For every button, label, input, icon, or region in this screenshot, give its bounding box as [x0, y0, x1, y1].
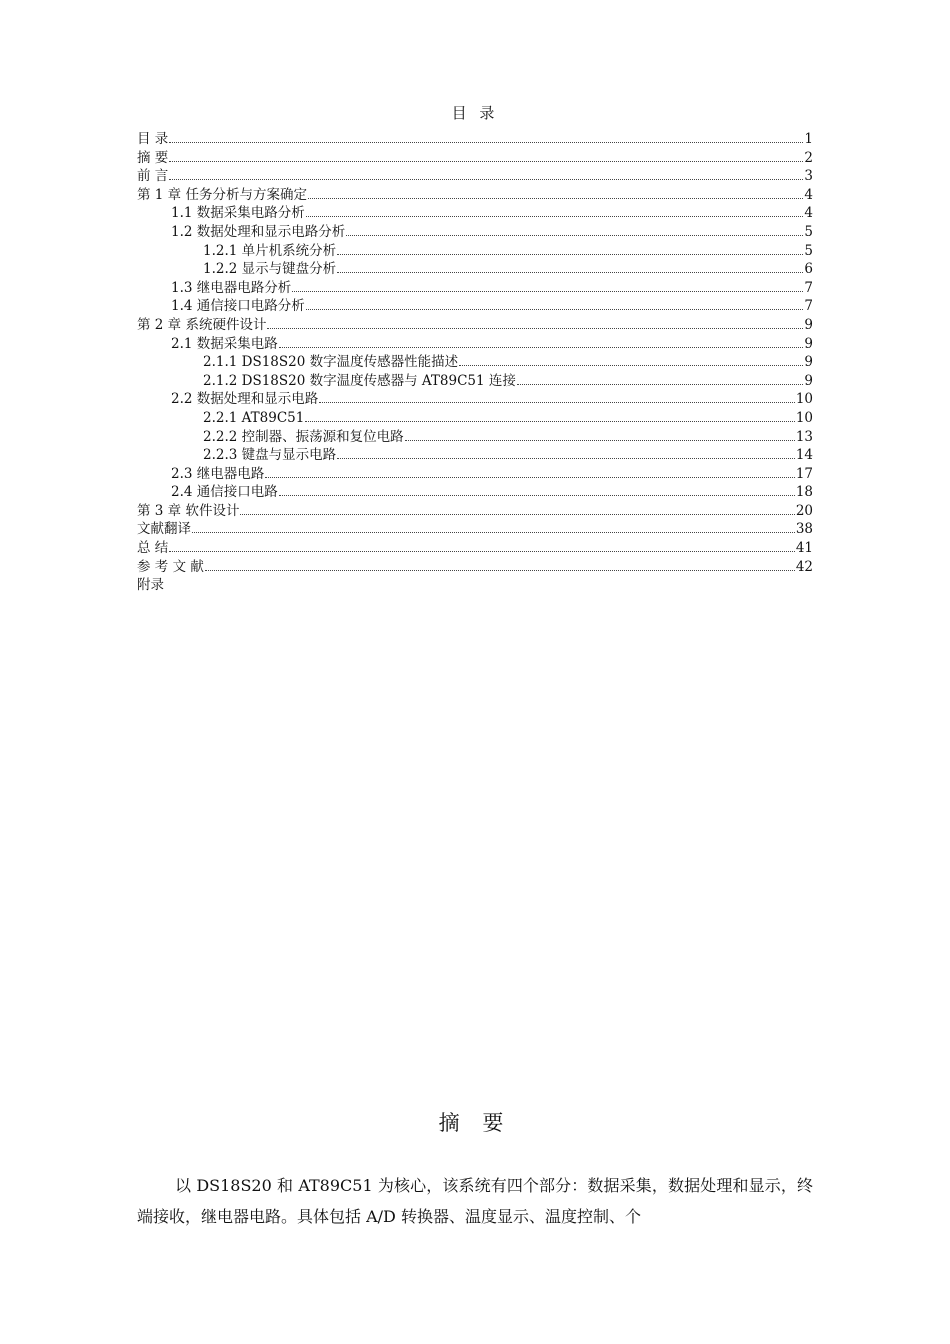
toc-entry[interactable]	[137, 539, 813, 558]
toc-entry[interactable]	[137, 167, 813, 186]
toc-entry-label: 总 结	[137, 540, 169, 557]
toc-entry-label: 1.4 通信接口电路分析	[171, 298, 305, 315]
toc-entry-page: 3	[804, 168, 813, 185]
toc-entry-page: 17	[795, 465, 813, 482]
toc-dot-leader	[459, 365, 803, 366]
toc-dot-leader	[305, 421, 794, 422]
toc-entry-label: 参 考 文 献	[137, 558, 204, 575]
toc-entry[interactable]	[137, 465, 813, 484]
toc-dot-leader	[346, 235, 803, 236]
toc-entry-label: 摘 要	[137, 149, 169, 166]
toc-entry-label: 2.1.2 DS18S20 数字温度传感器与 AT89C51 连接	[203, 372, 516, 389]
toc-entry-page: 6	[804, 261, 813, 278]
toc-entry-page: 1	[804, 131, 813, 147]
toc-entry[interactable]	[137, 316, 813, 335]
toc-entry-page: 7	[804, 279, 813, 296]
toc-title: 目 录	[451, 104, 499, 122]
toc-entry[interactable]	[137, 223, 813, 242]
toc-entry[interactable]	[137, 335, 813, 354]
toc-dot-leader	[337, 458, 795, 459]
toc-entry[interactable]	[137, 576, 813, 595]
toc-entry[interactable]	[137, 428, 813, 447]
toc-entry[interactable]	[137, 483, 813, 502]
toc-entry-page: 5	[804, 242, 813, 259]
toc-dot-leader	[240, 514, 794, 515]
toc-entry-page: 2	[804, 149, 813, 166]
toc-entry-page: 4	[804, 186, 813, 203]
toc-entry[interactable]	[137, 242, 813, 261]
toc-entry-label: 2.1 数据采集电路	[171, 335, 278, 352]
toc-entry[interactable]	[137, 446, 813, 465]
toc-entry[interactable]	[137, 372, 813, 391]
toc-entry-page: 14	[795, 447, 813, 464]
toc-dot-leader	[405, 440, 795, 441]
toc-entry-page: 9	[804, 335, 813, 352]
toc-entry-label: 第 2 章 系统硬件设计	[137, 316, 267, 333]
toc-entry-label: 2.3 继电器电路	[171, 465, 265, 482]
abstract-title: 摘 要	[438, 1111, 512, 1135]
toc-entry-page: 9	[804, 316, 813, 333]
toc-dot-leader	[517, 384, 804, 385]
toc-entry-label: 2.2 数据处理和显示电路	[171, 391, 319, 408]
toc-entry-label: 1.2.1 单片机系统分析	[203, 242, 337, 259]
toc-dot-leader	[306, 216, 804, 217]
toc-dot-leader	[192, 532, 795, 533]
toc-entry[interactable]	[137, 520, 813, 539]
toc-entry[interactable]	[137, 297, 813, 316]
toc-entry-label: 目 录	[137, 131, 169, 147]
toc-entry-page: 41	[795, 540, 813, 557]
toc-entry-page: 18	[795, 484, 813, 501]
toc-entry-page: 7	[804, 298, 813, 315]
toc-entry-page: 9	[804, 372, 813, 389]
toc-entry-page: 9	[804, 354, 813, 371]
toc-dot-leader	[169, 161, 803, 162]
toc-entry-page: 38	[795, 521, 813, 538]
toc-entry-label: 1.1 数据采集电路分析	[171, 205, 305, 222]
toc-entry[interactable]	[137, 558, 813, 577]
toc-dot-leader	[279, 495, 795, 496]
table-of-contents	[137, 130, 813, 595]
toc-entry[interactable]	[137, 279, 813, 298]
toc-dot-leader	[169, 142, 803, 143]
toc-entry[interactable]	[137, 409, 813, 428]
toc-entry[interactable]	[137, 130, 813, 149]
toc-dot-leader	[292, 291, 803, 292]
toc-entry-page: 10	[795, 409, 813, 426]
toc-entry-page: 5	[804, 223, 813, 240]
toc-dot-leader	[267, 328, 803, 329]
toc-dot-leader	[169, 551, 795, 552]
toc-dot-leader	[337, 254, 803, 255]
toc-entry-label: 附录	[137, 577, 164, 594]
toc-dot-leader	[169, 179, 803, 180]
toc-entry-page: 42	[795, 558, 813, 575]
toc-dot-leader	[265, 477, 795, 478]
toc-entry-label: 1.2.2 显示与键盘分析	[203, 261, 337, 278]
toc-entry-label: 文献翻译	[137, 521, 191, 538]
toc-dot-leader	[205, 570, 795, 571]
toc-entry-label: 第 3 章 软件设计	[137, 502, 240, 519]
toc-entry-page: 10	[795, 391, 813, 408]
toc-entry-label: 第 1 章 任务分析与方案确定	[137, 186, 307, 203]
toc-entry-label: 2.2.2 控制器、振荡源和复位电路	[203, 428, 404, 445]
toc-entry[interactable]	[137, 502, 813, 521]
toc-dot-leader	[337, 272, 803, 273]
toc-entry[interactable]	[137, 260, 813, 279]
toc-entry[interactable]	[137, 204, 813, 223]
toc-entry-label: 前 言	[137, 168, 169, 185]
toc-entry-page: 4	[804, 205, 813, 222]
toc-entry-label: 1.2 数据处理和显示电路分析	[171, 223, 346, 240]
toc-dot-leader	[319, 402, 795, 403]
toc-dot-leader	[306, 309, 804, 310]
toc-entry-label: 2.2.3 键盘与显示电路	[203, 447, 337, 464]
toc-entry[interactable]	[137, 186, 813, 205]
toc-entry-label: 2.2.1 AT89C51	[203, 409, 305, 426]
toc-entry-label: 2.4 通信接口电路	[171, 484, 278, 501]
toc-dot-leader	[308, 198, 803, 199]
abstract-body: 以 DS18S20 和 AT89C51 为核心，该系统有四个部分：数据采集，数据处理和显示，终端接收，继电器电路。具体包括 A/D 转换器、温度显示、温度控制、个	[137, 1176, 813, 1226]
toc-entry-page: 13	[795, 428, 813, 445]
toc-entry-page: 20	[795, 502, 813, 519]
toc-entry[interactable]	[137, 149, 813, 168]
toc-dot-leader	[279, 347, 804, 348]
toc-entry-label: 1.3 继电器电路分析	[171, 279, 292, 296]
toc-entry[interactable]	[137, 353, 813, 372]
toc-entry-label: 2.1.1 DS18S20 数字温度传感器性能描述	[203, 354, 459, 371]
toc-entry[interactable]	[137, 390, 813, 409]
